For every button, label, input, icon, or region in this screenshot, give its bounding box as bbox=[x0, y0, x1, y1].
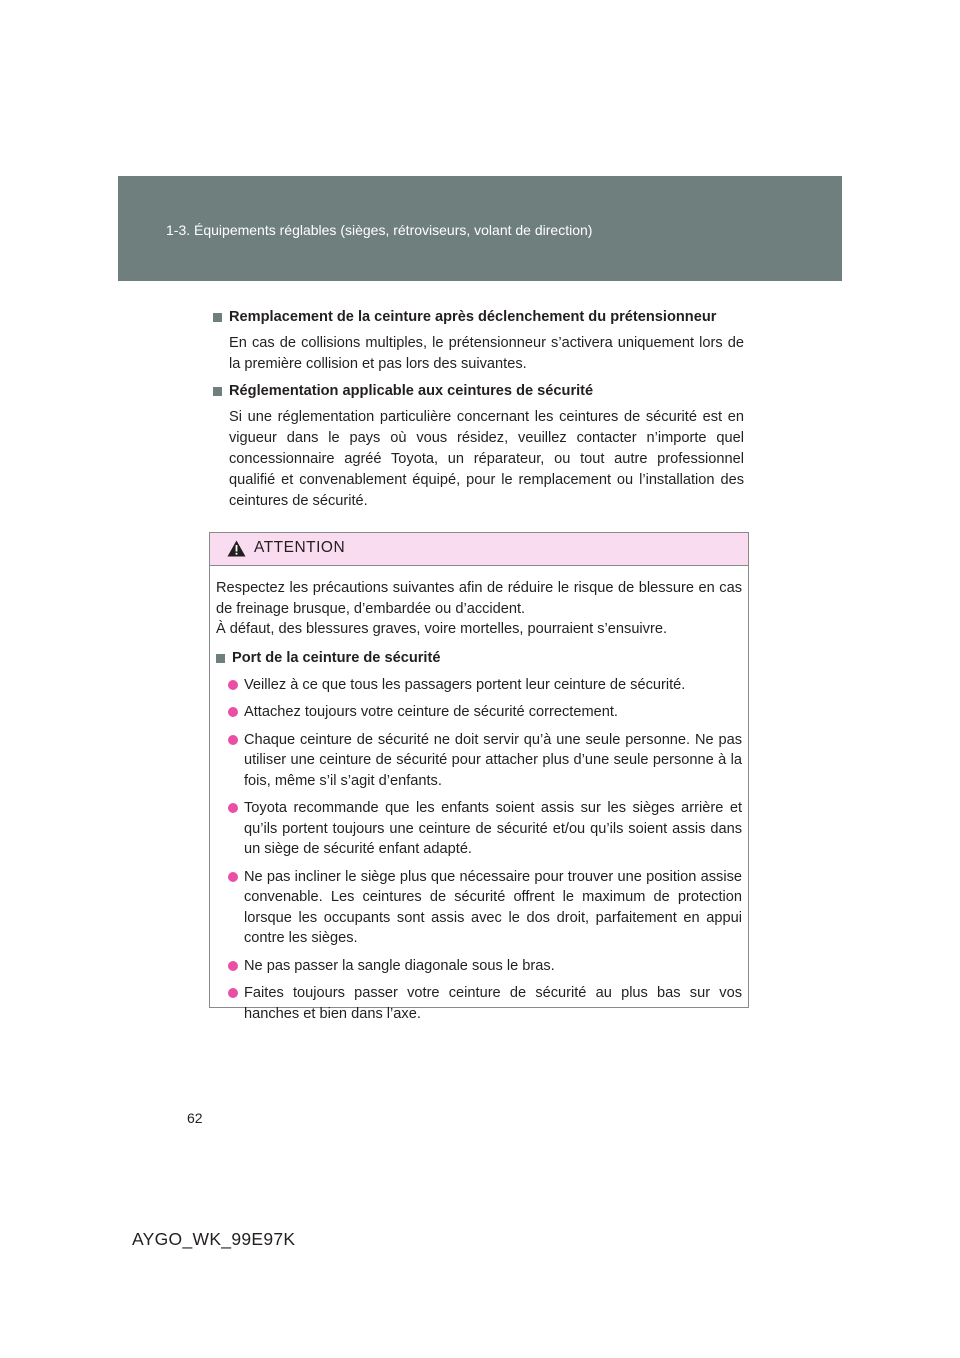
warning-subheading-text: Port de la ceinture de sécurité bbox=[232, 649, 441, 666]
list-item bbox=[228, 675, 742, 696]
warning-title: ATTENTION bbox=[254, 539, 346, 556]
square-bullet-icon bbox=[213, 387, 222, 396]
warning-intro bbox=[216, 578, 742, 640]
list-item-text: Attachez toujours votre ceinture de sécurité correctement. bbox=[244, 704, 618, 720]
list-item bbox=[228, 730, 742, 792]
page-number: 62 bbox=[187, 1110, 203, 1126]
circle-bullet-icon bbox=[228, 735, 238, 745]
warning-intro-line-2: À défaut, des blessures graves, voire mortelles, pourraient s’ensuivre. bbox=[216, 621, 668, 637]
circle-bullet-icon bbox=[228, 872, 238, 882]
main-content bbox=[213, 307, 744, 518]
list-item bbox=[228, 867, 742, 949]
warning-triangle-icon bbox=[227, 540, 246, 557]
list-item bbox=[228, 983, 742, 1024]
list-item bbox=[228, 956, 742, 977]
warning-body bbox=[210, 566, 748, 1024]
list-item bbox=[228, 798, 742, 860]
circle-bullet-icon bbox=[228, 961, 238, 971]
list-item-text: Toyota recommande que les enfants soient assis sur les sièges arrière et qu’ils portent toujours une ceinture de sécurité et/ou qu’ils soient assis dans un siège de sécurité enfant adapté. bbox=[244, 800, 742, 857]
chapter-header bbox=[118, 176, 842, 281]
list-item-text: Ne pas passer la sangle diagonale sous le bras. bbox=[244, 957, 555, 974]
section-paragraph-regulation: Si une réglementation particulière concernant les ceintures de sécurité est en vigueur dans le pays où vous résidez, veuillez contacter n’importe quel concessionnaire agréé Toyota, un réparateur, ou tout autre professionnel qualifié et convenablement équipé, pour le remplacement ou l’installation des ceintures de sécurité. bbox=[229, 409, 744, 509]
warning-box bbox=[209, 532, 749, 1022]
circle-bullet-icon bbox=[228, 680, 238, 690]
section-heading-text: Remplacement de la ceinture après déclenchement du prétensionneur bbox=[229, 309, 717, 325]
section-heading-text: Réglementation applicable aux ceintures de sécurité bbox=[229, 383, 594, 399]
document-code: AYGO_WK_99E97K bbox=[132, 1229, 296, 1249]
section-paragraph-pretensioner: En cas de collisions multiples, le prétensionneur s’activera uniquement lors de la première collision et pas lors des suivantes. bbox=[229, 335, 744, 372]
warning-header bbox=[210, 533, 748, 566]
chapter-title: 1-3. Équipements réglables (sièges, rétroviseurs, volant de direction) bbox=[166, 222, 593, 238]
circle-bullet-icon bbox=[228, 988, 238, 998]
square-bullet-icon bbox=[213, 313, 222, 322]
warning-intro-line-1: Respectez les précautions suivantes afin de réduire le risque de blessure en cas de freinage brusque, d’embardée ou d’accident. bbox=[216, 580, 742, 617]
list-item bbox=[228, 702, 742, 723]
circle-bullet-icon bbox=[228, 803, 238, 813]
warning-subheading bbox=[216, 648, 742, 669]
list-item-text: Chaque ceinture de sécurité ne doit servir qu’à une seule personne. Ne pas utiliser une ceinture de sécurité pour attacher plus d’une seule personne à la fois, même s’il s’agit d’enfants. bbox=[244, 731, 742, 789]
circle-bullet-icon bbox=[228, 707, 238, 717]
section-heading-regulation bbox=[213, 381, 744, 402]
list-item-text: Ne pas incliner le siège plus que nécessaire pour trouver une position assise convenable. Les ceintures de sécurité offrent le maximum de protection lorsque les occupants sont assis avec le dos droit, parfaitement en appui contre les sièges. bbox=[244, 868, 742, 946]
square-bullet-icon bbox=[216, 654, 225, 663]
list-item-text: Faites toujours passer votre ceinture de sécurité au plus bas sur vos hanches et bien dans l’axe. bbox=[244, 985, 742, 1022]
list-item-text: Veillez à ce que tous les passagers portent leur ceinture de sécurité. bbox=[244, 676, 686, 693]
section-heading-pretensioner bbox=[213, 307, 744, 328]
